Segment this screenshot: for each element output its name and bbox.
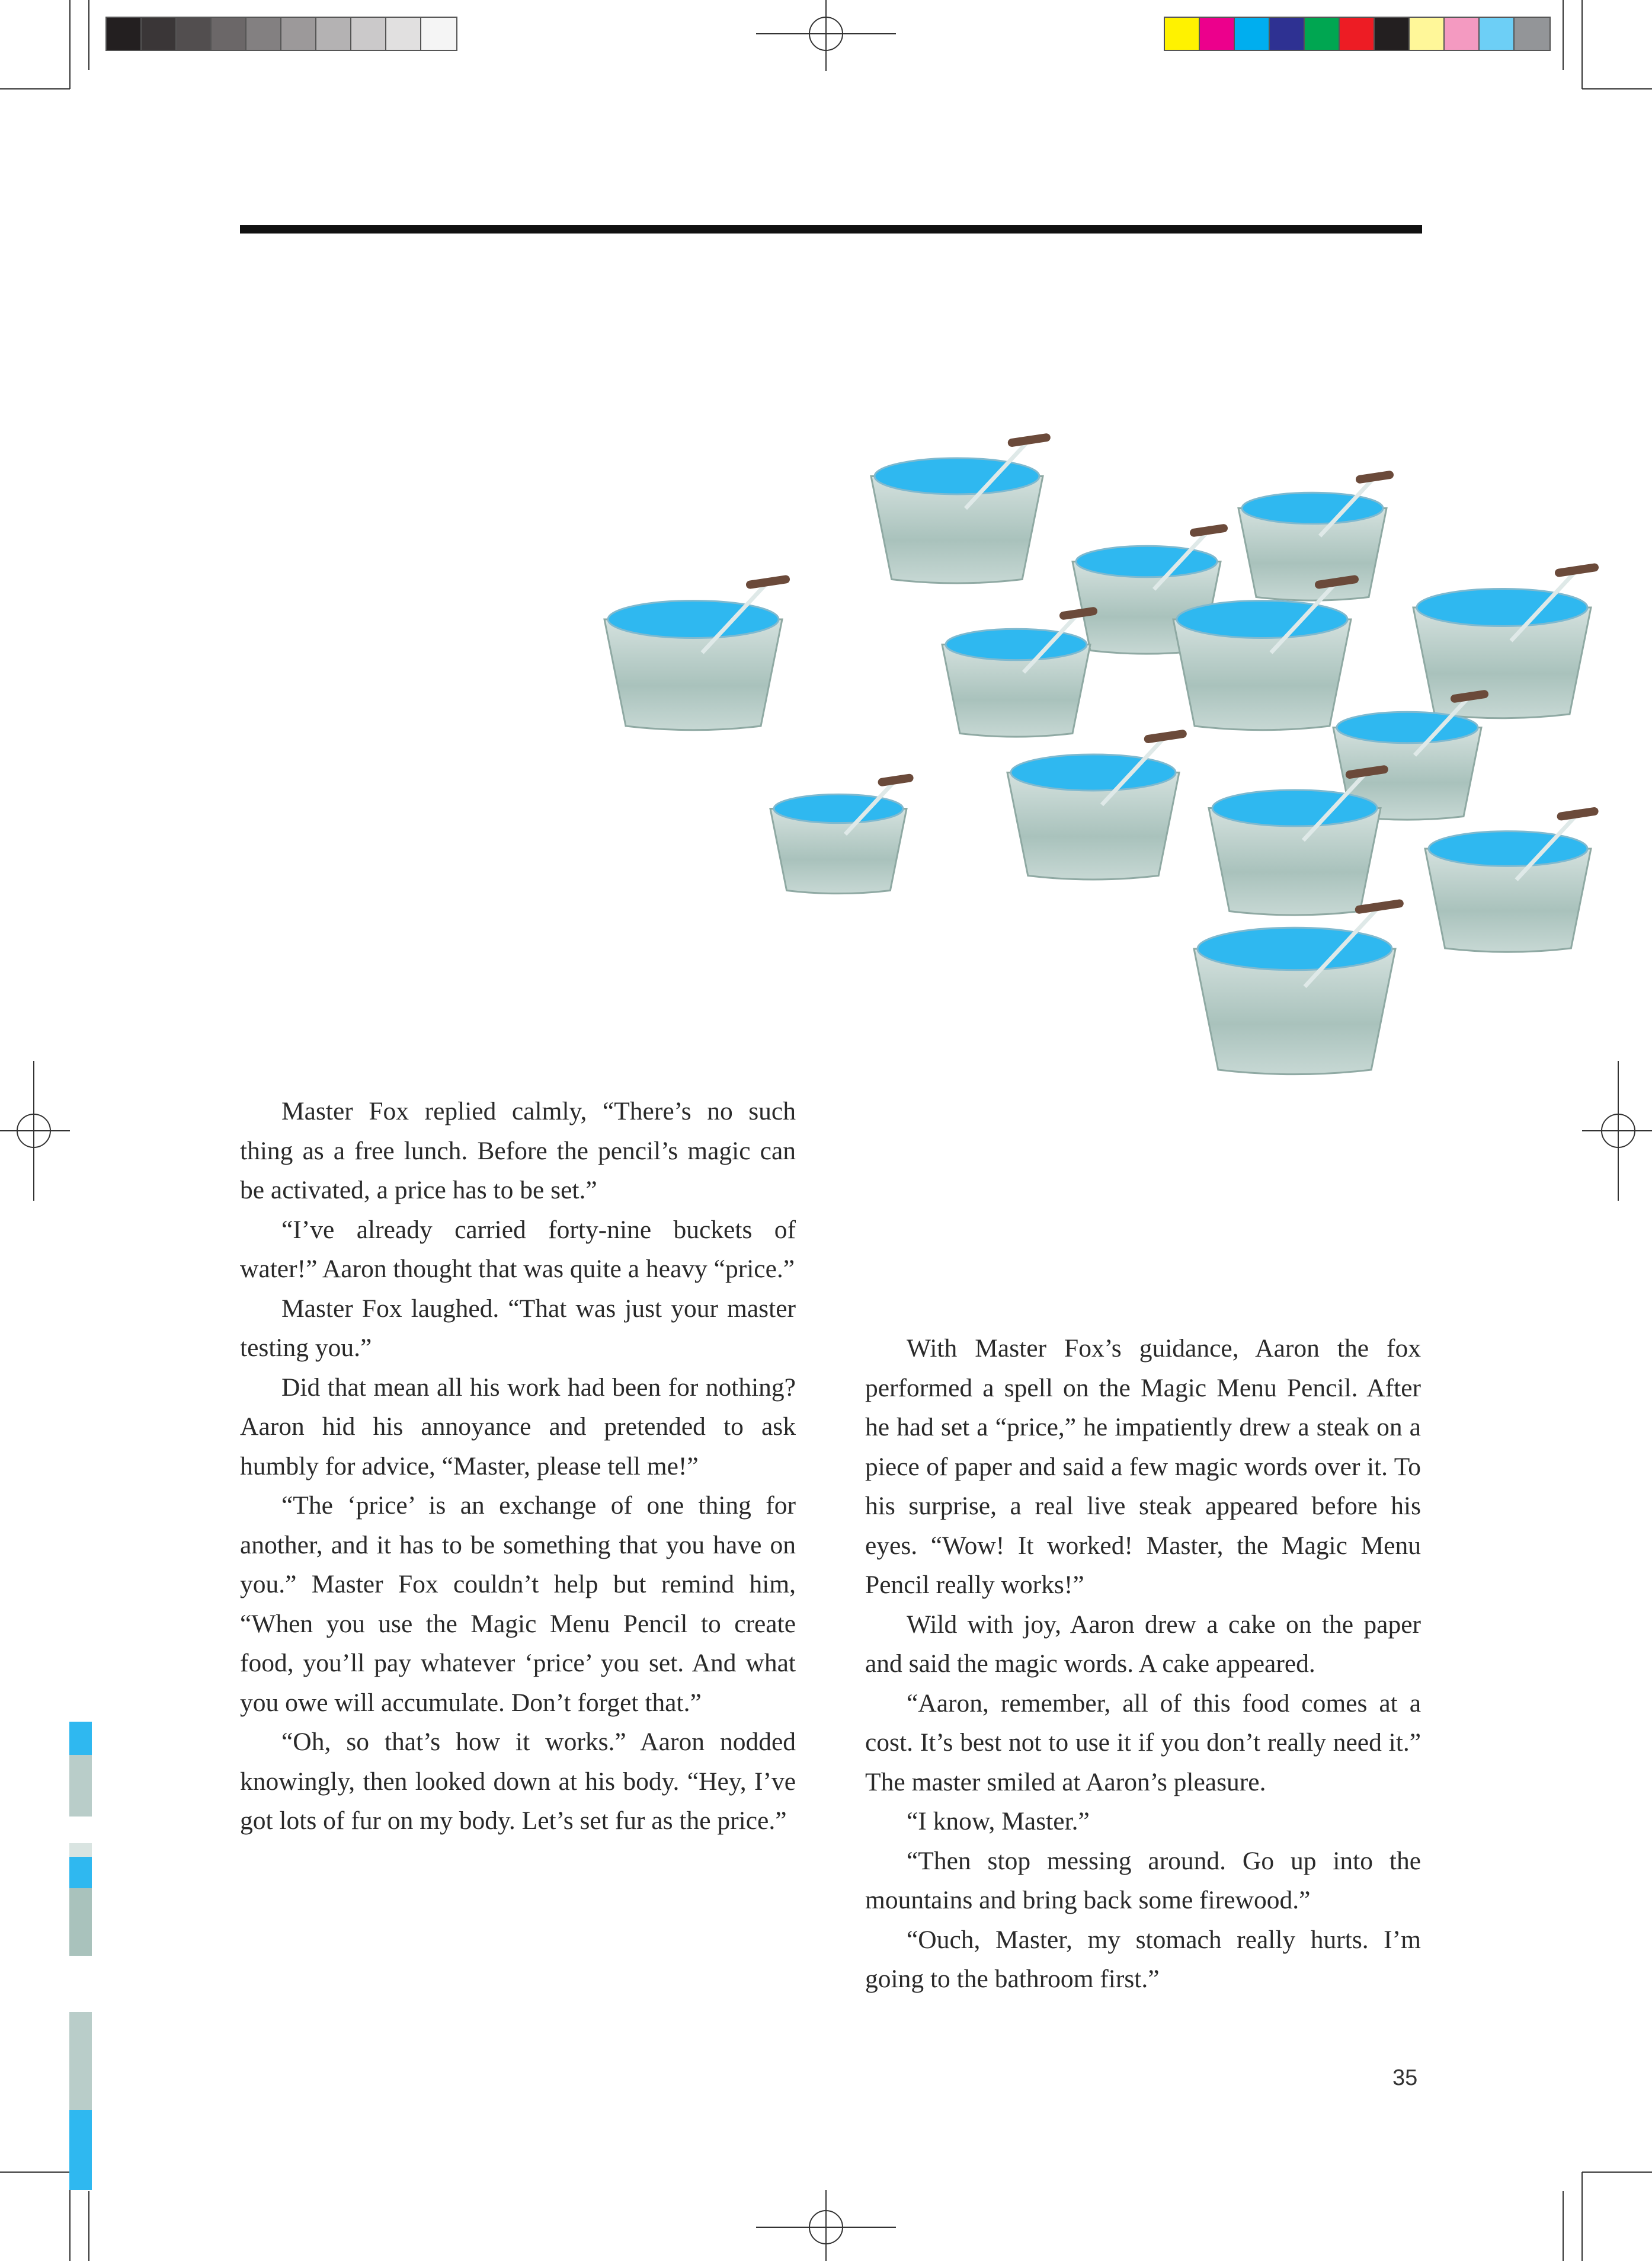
bucket-icon	[871, 437, 1046, 583]
bucket-icon	[1238, 475, 1390, 600]
bucket-icon	[1007, 734, 1183, 880]
paragraph: “Oh, so that’s how it works.” Aaron nodded knowingly, then looked down at his body. “Hey, I’ve got lots of fur on my body. Let’s set fur as the price.”	[240, 1728, 796, 1835]
water-buckets-illustration	[0, 433, 1652, 1085]
right-text-column	[865, 1329, 1421, 1999]
paragraph: “Aaron, remember, all of this food comes at a cost. It’s best not to use it if you don’t really need it.” The master smiled at Aaron’s pleasure.	[865, 1688, 1421, 1796]
bucket-icon	[1425, 811, 1595, 952]
page-number: 35	[1392, 2065, 1418, 2090]
paragraph: Master Fox laughed. “That was just your master testing you.”	[240, 1294, 796, 1362]
bucket-icon	[1194, 904, 1400, 1074]
paragraph: Did that mean all his work had been for nothing? Aaron hid his annoyance and pretended to ask humbly for advice, “Master, please tell me!”	[240, 1373, 796, 1480]
paragraph: With Master Fox’s guidance, Aaron the fox performed a spell on the Magic Menu Pencil. After he had set a “price,” he impatiently drew a steak on a piece of paper and said a few magic words over it. To his surprise, a real live steak appeared before his eyes. “Wow! It worked! Master, the Magic Menu Pencil really works!”	[865, 1334, 1421, 1599]
paragraph: “Ouch, Master, my stomach really hurts. I’m going to the bathroom first.”	[865, 1925, 1421, 1993]
bleed-image-strip	[69, 1722, 92, 1817]
header-rule	[240, 225, 1422, 234]
paragraph: Wild with joy, Aaron drew a cake on the paper and said the magic words. A cake appeared.	[865, 1610, 1421, 1678]
bucket-icon	[1413, 568, 1595, 718]
bucket-icon	[770, 778, 910, 894]
paragraph: “I’ve already carried forty-nine buckets of water!” Aaron thought that was quite a heavy “price.”	[240, 1215, 796, 1283]
left-text-column	[240, 1092, 796, 1841]
registration-target-icon	[756, 0, 896, 71]
paragraph: “Then stop messing around. Go up into the mountains and bring back some firewood.”	[865, 1846, 1421, 1914]
bleed-image-strip	[69, 1843, 92, 1956]
registration-target-icon	[756, 2190, 896, 2261]
bleed-image-strip	[69, 2012, 92, 2190]
bucket-icon	[942, 611, 1093, 737]
paragraph: Master Fox replied calmly, “There’s no such thing as a free lunch. Before the pencil’s magic can be activated, a price has to be set.”	[240, 1097, 796, 1204]
paragraph: “The ‘price’ is an exchange of one thing for another, and it has to be something that you have on you.” Master Fox couldn’t help but remind him, “When you use the Magic Menu Pencil to create food, you’ll pay whatever ‘price’ you set. And what you owe will accumulate. Don’t forget that.”	[240, 1491, 796, 1717]
bucket-icon	[604, 580, 786, 730]
paragraph: “I know, Master.”	[907, 1807, 1090, 1835]
